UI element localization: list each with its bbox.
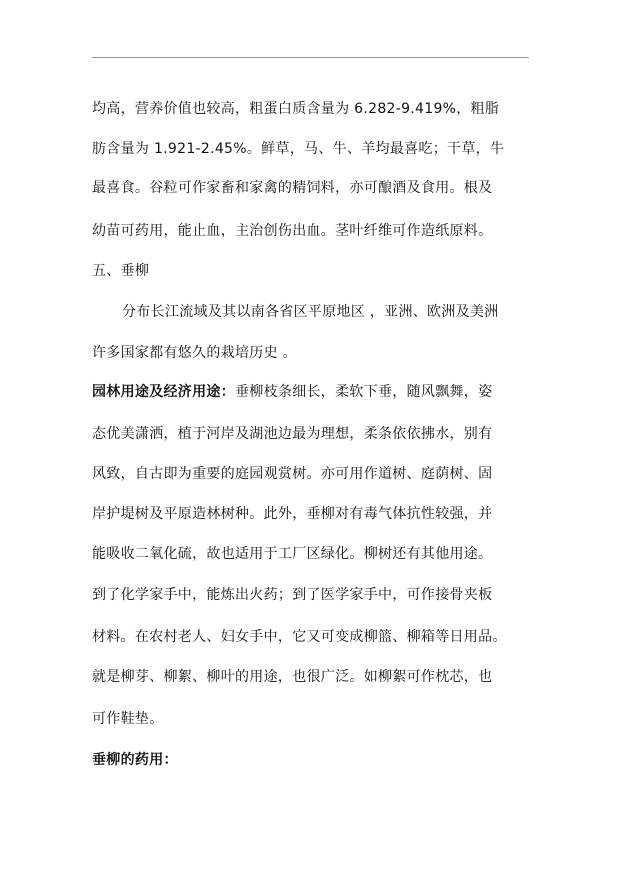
body-line-9: 态优美潇洒，植于河岸及湖池边最为理想，柔条依依拂水，别有 (92, 426, 493, 442)
header-rule (92, 57, 529, 58)
body-line-14: 材料。在农村老人、妇女手中，它又可变成柳篮、柳箱等日用品。 (92, 629, 507, 645)
body-line-1: 均高，营养价值也较高，粗蛋白质含量为 6.282-9.419%，粗脂 (92, 101, 500, 117)
subheading-medicinal: 垂柳的药用： (92, 752, 178, 768)
body-line-2: 肪含量为 1.921-2.45%。鲜草，马、牛、羊均最喜吃；干草，牛 (92, 141, 505, 157)
body-line-13: 到了化学家手中，能炼出火药；到了医学家手中，可作接骨夹板 (92, 587, 493, 603)
body-line-10: 风致，自古即为重要的庭园观赏树。亦可用作道树、庭荫树、固 (92, 466, 493, 482)
body-line-11: 岸护堤树及平原造林树种。此外，垂柳对有毒气体抗性较强，并 (92, 506, 493, 522)
body-line-7: 许多国家都有悠久的栽培历史 。 (92, 345, 297, 361)
body-line-4: 幼苗可药用，能止血，主治创伤出血。茎叶纤维可作造纸原料。 (92, 223, 493, 239)
lead-label: 园林用途及经济用途： (92, 384, 235, 400)
body-line-15: 就是柳芽、柳絮、柳叶的用途，也很广泛。如柳絮可作枕芯，也 (92, 669, 493, 685)
body-line-12: 能吸收二氧化硫，故也适用于工厂区绿化。柳树还有其他用途。 (92, 546, 493, 562)
section-heading: 五、垂柳 (92, 263, 150, 279)
body-line-8-text: 垂柳枝条细长，柔软下垂，随风飘舞，姿 (235, 384, 493, 400)
body-line-8 (92, 383, 532, 401)
body-line-16: 可作鞋垫。 (92, 711, 164, 727)
body-line-3: 最喜食。谷粒可作家畜和家禽的精饲料，亦可酿酒及食用。根及 (92, 180, 493, 196)
body-line-6: 分布长江流域及其以南各省区平原地区 ，亚洲、欧洲及美洲 (122, 304, 499, 320)
